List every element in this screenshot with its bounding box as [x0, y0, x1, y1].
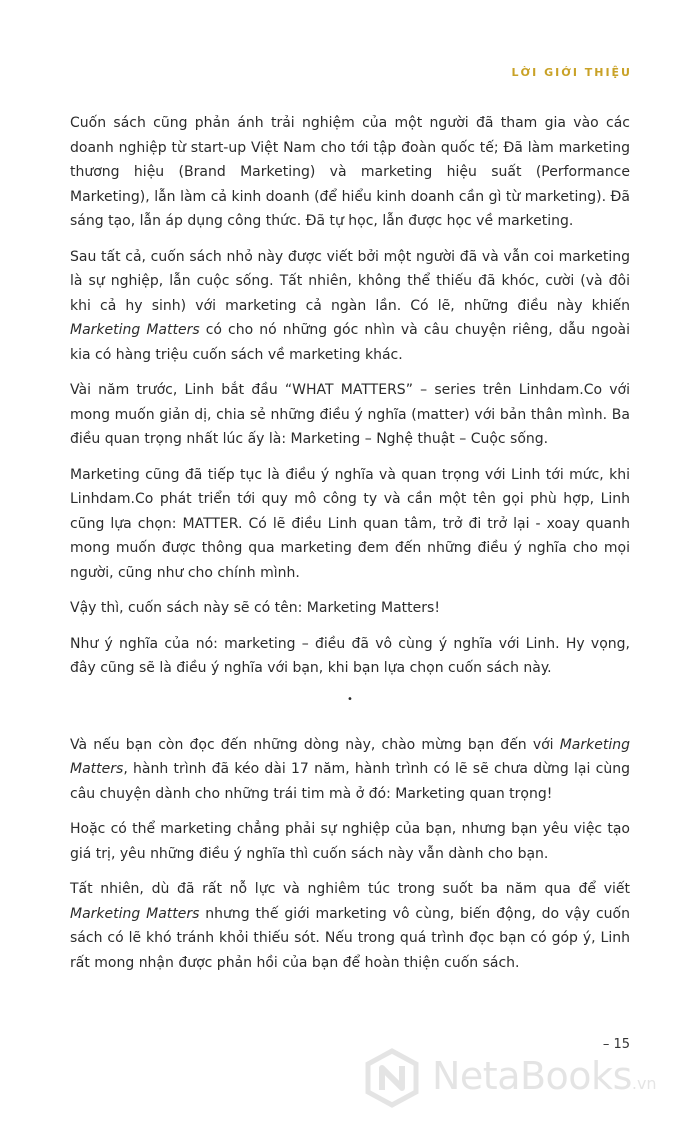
- paragraph-2-text-a: Sau tất cả, cuốn sách nhỏ này được viết bởi một người đã và vẫn coi marketing là sự nghiệp, lẫn cuộc sống. Tất nhiên, không thể thiếu đã khóc, cười (và đôi khi cả hy sinh) với marketing cả ngàn lần. Có lẽ, những điều này khiến: [70, 248, 630, 314]
- book-title-italic: Marketing Matters: [70, 736, 630, 777]
- paragraph-7: [70, 733, 630, 807]
- paragraph-9-text-b: nhưng thế giới marketing vô cùng, biến động, do vậy cuốn sách có lẽ khó tránh khỏi thiếu sót. Nếu trong quá trình đọc bạn có góp ý, Linh rất mong nhận được phản hồi của bạn để hoàn thiện cuốn sách.: [70, 905, 630, 971]
- book-title-italic: Marketing Matters: [70, 322, 200, 338]
- paragraph-1: Cuốn sách cũng phản ánh trải nghiệm của một người đã tham gia vào các doanh nghiệp từ start-up Việt Nam cho tới tập đoàn quốc tế; Đã làm marketing thương hiệu (Brand Marketing) và marketing hiệu suất (Performance Marketing), lẫn làm cả kinh doanh (để hiểu kinh doanh cần gì từ marketing). Đã sáng tạo, lẫn áp dụng công thức. Đã tự học, lẫn được học về marketing.: [70, 115, 630, 229]
- running-head: LỜI GIỚI THIỆU: [511, 66, 632, 79]
- watermark: [362, 1046, 692, 1110]
- paragraph-2-text-b: có cho nó những góc nhìn và câu chuyện riêng, dẫu ngoài kia có hàng triệu cuốn sách về marketing khác.: [70, 322, 631, 363]
- paragraph-6: Như ý nghĩa của nó: marketing – điều đã vô cùng ý nghĩa với Linh. Hy vọng, đây cũng sẽ là điều ý nghĩa với bạn, khi bạn lựa chọn cuốn sách này.: [70, 635, 630, 676]
- book-title-italic: Marketing Matters: [70, 905, 200, 922]
- netabooks-logo-icon: [362, 1048, 422, 1108]
- page-number: – 15: [602, 1037, 630, 1052]
- paragraph-9: [70, 877, 630, 975]
- paragraph-8: Hoặc có thể marketing chẳng phải sự nghiệp của bạn, nhưng bạn yêu việc tạo giá trị, yêu những điều ý nghĩa thì cuốn sách này vẫn dành cho bạn.: [70, 821, 630, 862]
- page-body: [70, 111, 630, 986]
- paragraph-5: Vậy thì, cuốn sách này sẽ có tên: Marketing Matters!: [70, 600, 440, 616]
- paragraph-2: [70, 245, 630, 368]
- paragraph-9-text-a: Tất nhiên, dù đã rất nỗ lực và nghiêm túc trong suốt ba năm qua để viết: [70, 881, 630, 897]
- watermark-text: [432, 1054, 657, 1098]
- watermark-suffix: .vn: [631, 1074, 657, 1093]
- paragraph-7-text-b: , hành trình đã kéo dài 17 năm, hành trình có lẽ sẽ chưa dừng lại cùng câu chuyện dành cho những trái tim mà ở đó: Marketing quan trọng!: [70, 761, 630, 802]
- watermark-brand: NetaBooks: [432, 1054, 632, 1098]
- paragraph-7-text-a: Và nếu bạn còn đọc đến những dòng này, chào mừng bạn đến với: [70, 736, 560, 753]
- section-divider: •: [347, 693, 353, 705]
- paragraph-4: Marketing cũng đã tiếp tục là điều ý nghĩa và quan trọng với Linh tới mức, khi Linhdam.Co phát triển tới quy mô công ty và cần một tên gọi phù hợp, Linh cũng lựa chọn: MATTER. Có lẽ điều Linh quan tâm, trở đi trở lại - xoay quanh mong muốn được thông qua marketing đem đến những điều ý nghĩa cho mọi người, cũng như cho chính mình.: [70, 466, 630, 581]
- paragraph-3: Vài năm trước, Linh bắt đầu “WHAT MATTERS” – series trên Linhdam.Co với mong muốn giản dị, chia sẻ những điều ý nghĩa (matter) với bản thân mình. Ba điều quan trọng nhất lúc ấy là: Marketing – Nghệ thuật – Cuộc sống.: [70, 382, 630, 447]
